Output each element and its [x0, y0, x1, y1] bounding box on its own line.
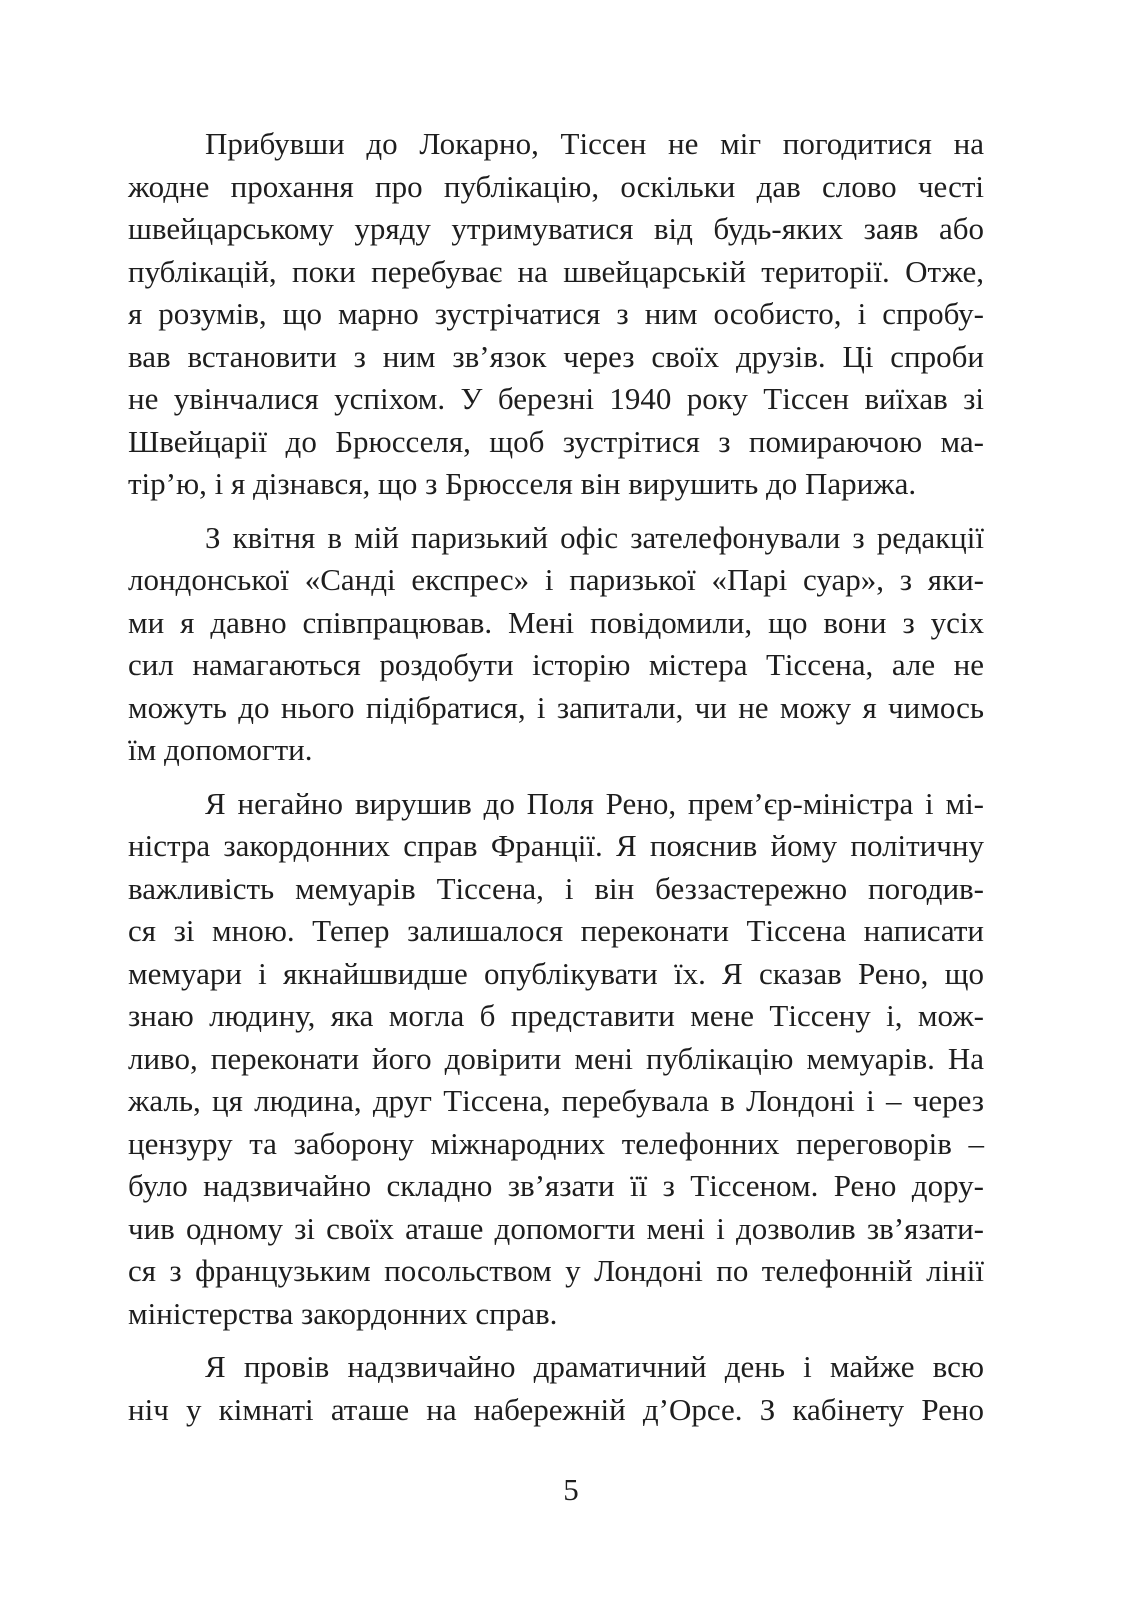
text-line: міністерства закордонних справ.	[128, 1295, 558, 1331]
text-line: Я провів надзвичайно драматичний день і майже всю	[205, 1349, 984, 1384]
text-line: жодне прохання про публікацію, оскільки дав слово честі	[128, 168, 984, 204]
text-line: ніч у кімнаті аташе на набережній д’Орсе. З кабінету Рено	[128, 1391, 984, 1427]
text-line: цензуру та заборону міжнародних телефонних переговорів –	[128, 1125, 984, 1161]
text-line: можуть до нього підібратися, і запитали, чи не можу я чимось	[128, 689, 984, 725]
text-line: я розумів, що марно зустрічатися з ним особисто, і спробу-	[128, 296, 984, 331]
page-number: 5	[563, 1472, 579, 1507]
text-line: жаль, ця людина, друг Тіссена, перебувала в Лондоні і – через	[128, 1083, 984, 1118]
text-line: ся з французьким посольством у Лондоні по телефонній лінії	[128, 1253, 984, 1288]
paragraph-4	[128, 1346, 984, 1431]
paragraph-2	[128, 517, 984, 772]
text-line: сил намагаються роздобути історію містера Тіссена, але не	[128, 647, 984, 682]
text-line: чив одному зі своїх аташе допомогти мені і дозволив зв’язати-	[128, 1210, 984, 1246]
text-line: публікацій, поки перебуває на швейцарській території. Отже,	[128, 253, 984, 289]
text-line: З квітня в мій паризький офіс зателефонували з редакції	[205, 519, 984, 555]
text-line: швейцарському уряду утримуватися від будь-яких заяв або	[128, 211, 984, 246]
text-line: ся зі мною. Тепер залишалося переконати Тіссена написати	[128, 913, 984, 948]
text-line: знаю людину, яка могла б представити мене Тіссену і, мож-	[128, 998, 984, 1033]
text-line: важливість мемуарів Тіссена, і він беззастережно погодив-	[128, 870, 984, 906]
text-line: мемуари і якнайшвидше опублікувати їх. Я сказав Рено, що	[128, 955, 984, 991]
paragraph-3	[128, 783, 984, 1336]
text-line: лондонської «Санді експрес» і паризької «Парі суар», з яки-	[128, 562, 984, 597]
paragraph-1	[128, 123, 984, 506]
text-line: ми я давно співпрацював. Мені повідомили, що вони з усіх	[128, 604, 984, 640]
text-line: ливо, переконати його довірити мені публікацію мемуарів. На	[128, 1040, 984, 1076]
text-line: тір’ю, і я дізнався, що з Брюсселя він вирушить до Парижа.	[128, 466, 917, 501]
text-line: не увінчалися успіхом. У березні 1940 року Тіссен виїхав зі	[128, 381, 984, 416]
text-line: Швейцарії до Брюсселя, щоб зустрітися з помираючою ма-	[128, 423, 984, 459]
text-line: Прибувши до Локарно, Тіссен не міг погодитися на	[205, 126, 984, 161]
text-line: їм допомогти.	[128, 732, 313, 767]
text-line: вав встановити з ним зв’язок через своїх друзів. Ці спроби	[128, 338, 984, 374]
text-line: було надзвичайно складно зв’язати її з Тіссеном. Рено дору-	[128, 1168, 984, 1203]
text-line: Я негайно вирушив до Поля Рено, прем’єр-міністра і мі-	[205, 785, 984, 821]
body-text	[128, 123, 984, 1442]
text-line: ністра закордонних справ Франції. Я пояснив йому політичну	[128, 828, 984, 863]
